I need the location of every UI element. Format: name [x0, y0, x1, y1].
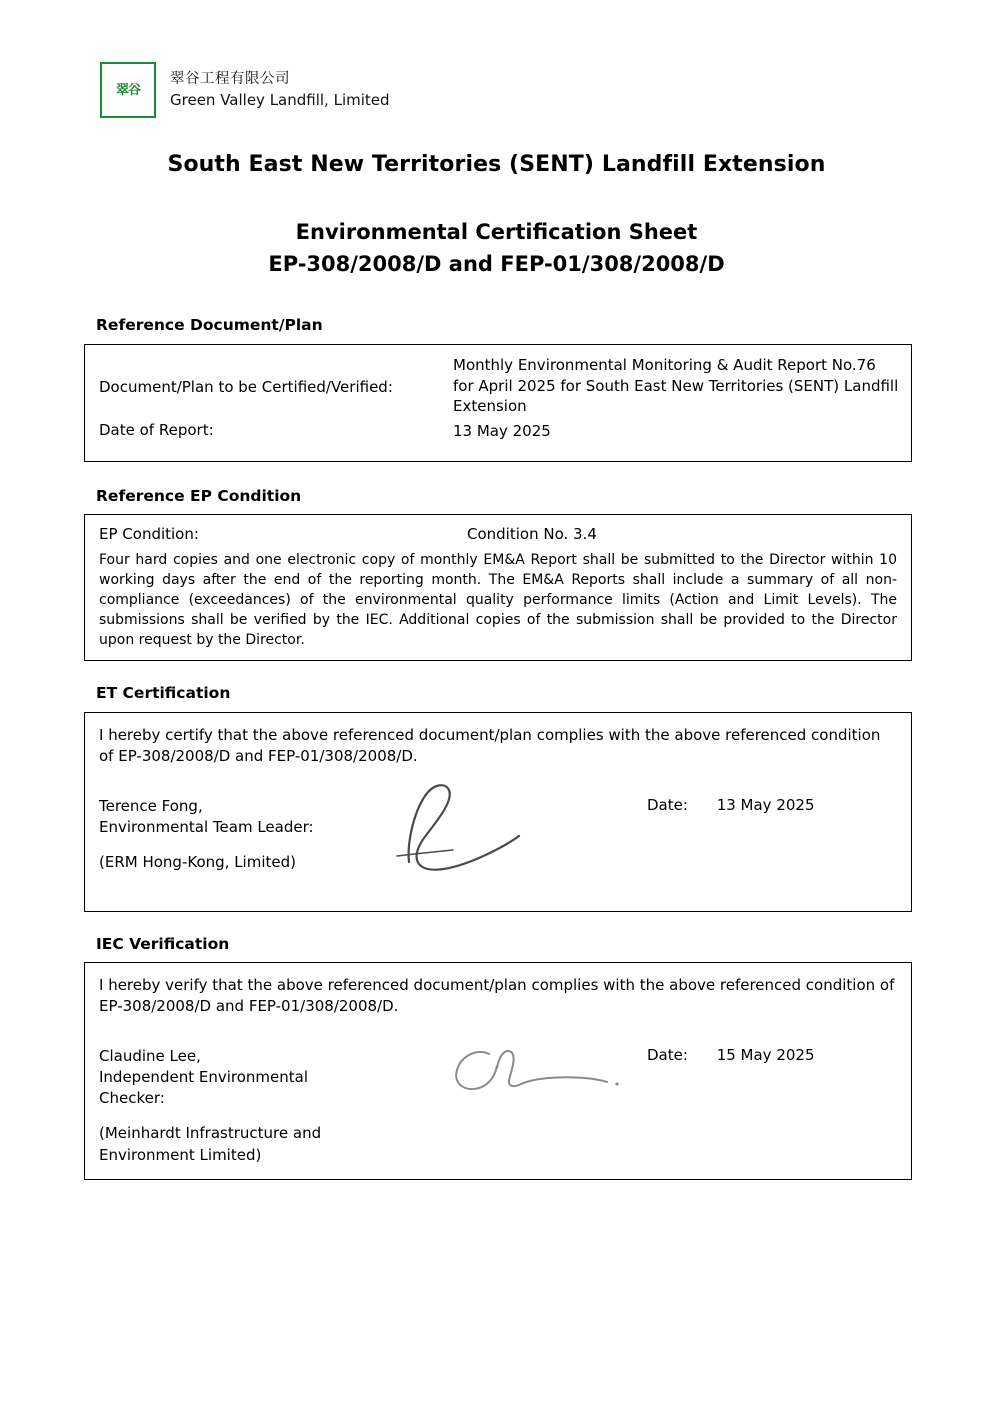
- date-of-report-value: 13 May 2025: [453, 422, 551, 440]
- ep-condition-label: EP Condition:: [99, 525, 199, 543]
- company-name-english: Green Valley Landfill, Limited: [170, 90, 390, 109]
- et-signer-org: (ERM Hong-Kong, Limited): [99, 853, 296, 872]
- ep-condition-text: Four hard copies and one electronic copy of monthly EM&A Report shall be submitted to the Director within 10 working days after the end of the reporting month. The EM&A Reports shall include a summary of all non-compliance (exceedances) of the environmental quality performance limits (Action and Limit Levels). The submissions shall be verified by the IEC. Additional copies of the submission shall be provided to the Director upon request by the Director.: [99, 552, 897, 648]
- document-to-certify-label: Document/Plan to be Certified/Verified:: [99, 378, 393, 396]
- table-row: [85, 421, 911, 461]
- iec-signature-area: [99, 1046, 897, 1166]
- reference-document-table: [84, 344, 912, 462]
- et-signer-name: Terence Fong,: [99, 796, 203, 815]
- iec-verification-heading: IEC Verification: [96, 935, 230, 953]
- reference-ep-condition-box: [84, 514, 912, 661]
- letterhead: [100, 62, 390, 118]
- iec-signer-role-line2: Checker:: [99, 1089, 165, 1108]
- et-date: [647, 796, 815, 814]
- iec-signer-role-line1: Independent Environmental: [99, 1067, 308, 1086]
- et-certification-heading: ET Certification: [96, 684, 231, 702]
- et-date-label: Date:: [647, 795, 688, 814]
- iec-verification-statement: I hereby verify that the above referenced document/plan complies with the above referenced condition of EP-308/2008/D and FEP-01/308/2008/D.: [99, 976, 895, 1016]
- logo-char-1: 翠: [115, 82, 128, 98]
- et-signer: [99, 796, 399, 839]
- page-subtitle-line2: EP-308/2008/D and FEP-01/308/2008/D: [268, 252, 725, 276]
- green-valley-logo-icon: [100, 62, 156, 118]
- et-signer-role: Environmental Team Leader:: [99, 817, 314, 836]
- iec-signer-org-line2: Environment Limited): [99, 1145, 262, 1164]
- ep-condition-value: Condition No. 3.4: [467, 525, 597, 543]
- iec-signer: [99, 1046, 399, 1110]
- reference-ep-condition-heading: Reference EP Condition: [96, 487, 302, 505]
- iec-date: [647, 1046, 815, 1064]
- iec-signer-org: [99, 1123, 439, 1166]
- table-row: [85, 345, 911, 421]
- document-to-certify-value: Monthly Environmental Monitoring & Audit Report No.76 for April 2025 for South East New Territories (SENT) Landfill Extension: [453, 355, 899, 416]
- iec-date-label: Date:: [647, 1045, 688, 1064]
- iec-verification-box: [84, 962, 912, 1180]
- et-certification-box: [84, 712, 912, 912]
- et-signature-area: [99, 796, 897, 874]
- date-of-report-label: Date of Report:: [99, 421, 214, 439]
- ep-condition-row: [99, 525, 897, 543]
- iec-date-value: 15 May 2025: [716, 1045, 815, 1064]
- et-date-value: 13 May 2025: [716, 795, 815, 814]
- iec-signer-org-line1: (Meinhardt Infrastructure and: [99, 1124, 322, 1143]
- reference-document-heading: Reference Document/Plan: [96, 316, 323, 334]
- page-subtitle-line1: Environmental Certification Sheet: [295, 220, 698, 244]
- logo-char-2: 谷: [128, 82, 141, 98]
- iec-signer-name: Claudine Lee,: [99, 1046, 201, 1065]
- company-name-chinese: 翠谷工程有限公司: [170, 71, 290, 88]
- letterhead-text: [170, 70, 390, 110]
- page-title: South East New Territories (SENT) Landfill Extension: [167, 152, 826, 177]
- iec-signature-icon: [439, 1038, 639, 1108]
- et-certification-statement: I hereby certify that the above referenced document/plan complies with the above referenced condition of EP-308/2008/D and FEP-01/308/2008/D.: [99, 726, 881, 766]
